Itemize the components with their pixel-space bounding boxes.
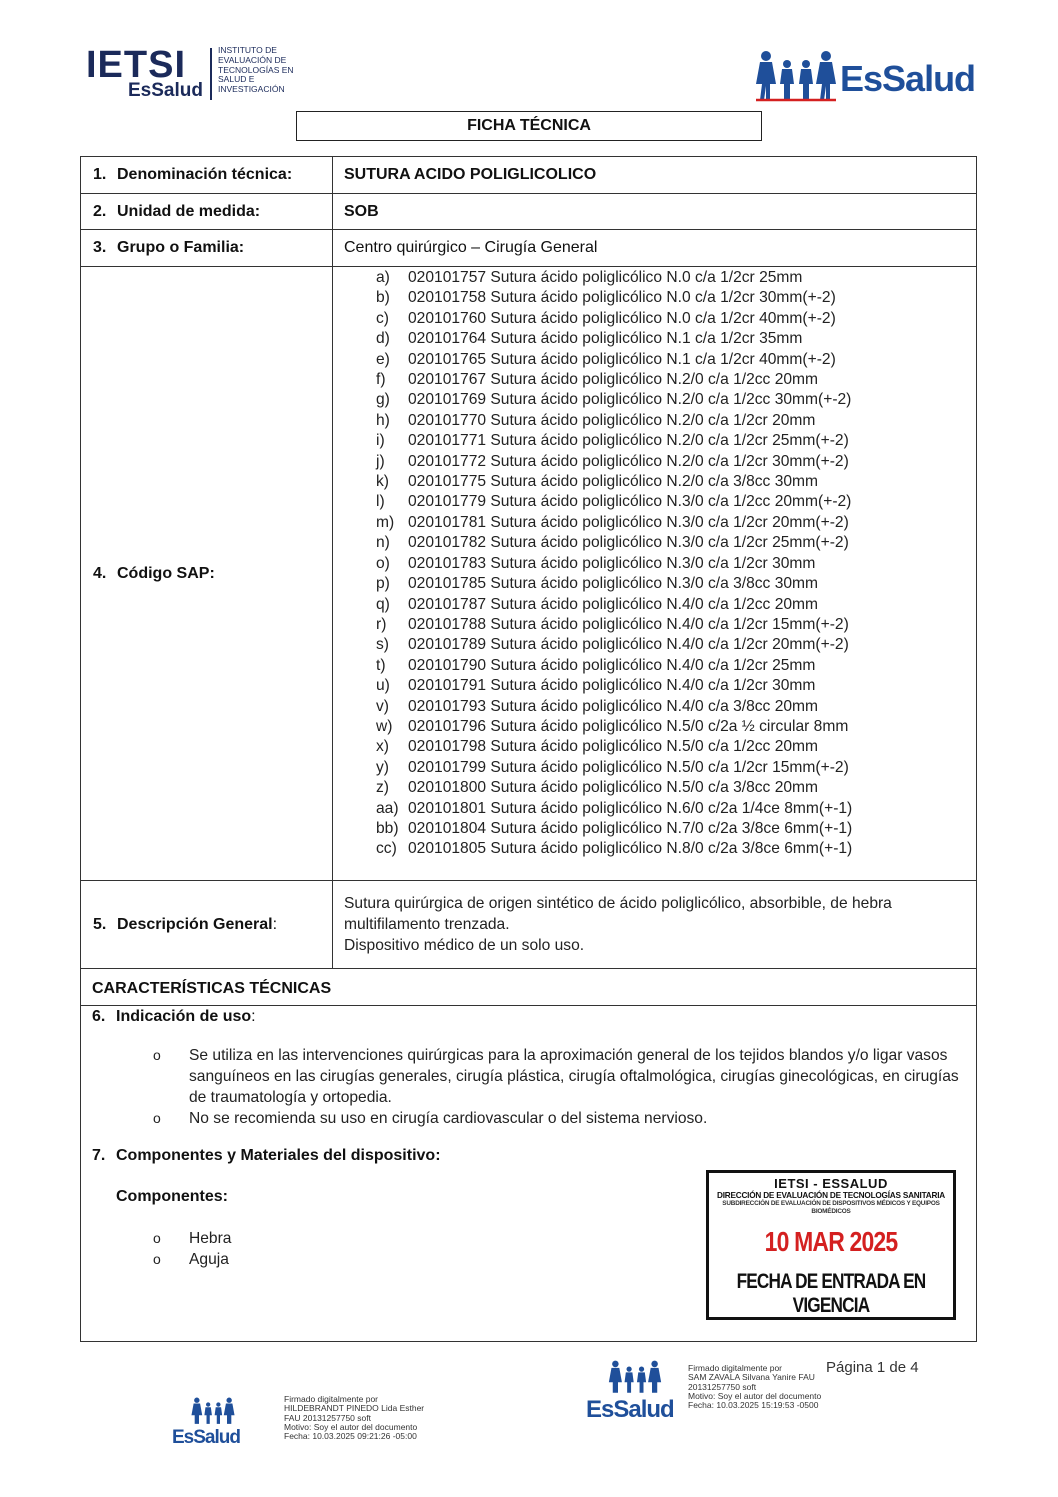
list-item: [376, 737, 852, 757]
list-item: [376, 411, 852, 431]
section-number: 6.: [92, 1008, 106, 1025]
list-item: [376, 676, 852, 696]
section-indicacion-title: [92, 1008, 256, 1026]
grupo-value: Centro quirúrgico – Cirugía General: [344, 239, 598, 256]
descripcion-line: Sutura quirúrgica de origen sintético de ácido poliglicólico, absorbible, de hebra multifilamento trenzada.: [344, 895, 892, 933]
list-item: [376, 309, 852, 329]
list-item: [376, 799, 852, 819]
row-number: 2.: [93, 202, 107, 220]
list-item: [376, 574, 852, 594]
list-item: [376, 839, 852, 859]
list-item-text: 020101801 Sutura ácido poliglicólico N.6/0 c/2a 1/4ce 8mm(+-1): [408, 799, 853, 817]
signature-line: Motivo: Soy el autor del documento: [284, 1421, 418, 1432]
list-item-letter: c): [376, 309, 389, 327]
list-item-text: 020101765 Sutura ácido poliglicólico N.1 c/a 1/2cr 40mm(+-2): [408, 350, 836, 368]
list-item-letter: y): [376, 758, 389, 776]
row-label: [81, 881, 333, 968]
list-item-text: 020101760 Sutura ácido poliglicólico N.0 c/a 1/2cr 40mm(+-2): [408, 309, 836, 327]
list-item-letter: p): [376, 575, 390, 593]
list-item: [376, 431, 852, 451]
signature-line: 20131257750 soft: [688, 1381, 757, 1392]
stamp-caption: FECHA DE ENTRADA EN VIGENCIA: [736, 1270, 926, 1317]
table-row-unidad: [81, 194, 976, 230]
validity-stamp: [706, 1170, 956, 1320]
list-item-text: No se recomienda su uso en cirugía cardiovascular o del sistema nervioso.: [189, 1110, 708, 1127]
list-item-text: 020101767 Sutura ácido poliglicólico N.2/0 c/a 1/2cc 20mm: [408, 371, 819, 389]
list-item: [376, 268, 852, 288]
list-item: [376, 717, 852, 737]
list-item: [376, 554, 852, 574]
signature-left: [284, 1395, 424, 1441]
list-item-text: 020101764 Sutura ácido poliglicólico N.1 c/a 1/2cr 35mm: [408, 330, 803, 348]
list-item-text: 020101758 Sutura ácido poliglicólico N.0 c/a 1/2cr 30mm(+-2): [408, 289, 836, 307]
list-item: [153, 1228, 453, 1249]
row-label-colon: :: [272, 915, 278, 933]
list-item-letter: z): [376, 779, 389, 797]
list-item-text: 020101772 Sutura ácido poliglicólico N.2/0 c/a 1/2cr 30mm(+-2): [408, 452, 849, 470]
list-item-text: 020101770 Sutura ácido poliglicólico N.2/0 c/a 1/2cr 20mm: [408, 411, 816, 429]
list-item-letter: d): [376, 330, 390, 348]
row-number: 4.: [93, 564, 107, 582]
list-item: [376, 350, 852, 370]
bullet-icon: o: [153, 1047, 161, 1063]
section-title-colon: :: [251, 1008, 256, 1025]
list-item-letter: k): [376, 473, 389, 491]
list-item-letter: f): [376, 371, 386, 389]
list-item-text: 020101800 Sutura ácido poliglicólico N.5/0 c/a 3/8cc 20mm: [408, 779, 819, 797]
descripcion-text: [344, 893, 968, 956]
list-item-text: 020101769 Sutura ácido poliglicólico N.2/0 c/a 1/2cc 30mm(+-2): [408, 391, 852, 409]
ietsi-logo-divider: [210, 48, 212, 100]
spec-table: [80, 156, 977, 1342]
row-number: 5.: [93, 915, 107, 933]
row-label-text: Grupo o Familia:: [117, 239, 245, 256]
list-item-text: 020101789 Sutura ácido poliglicólico N.4/0 c/a 1/2cr 20mm(+-2): [408, 636, 849, 654]
section-title-text: Indicación de uso: [116, 1008, 252, 1025]
list-item-text: 020101787 Sutura ácido poliglicólico N.4/0 c/a 1/2cc 20mm: [408, 595, 819, 613]
row-label: [81, 230, 333, 266]
signature-line: FAU 20131257750 soft: [284, 1412, 371, 1423]
row-label-text: Unidad de medida:: [117, 202, 261, 220]
list-item-text: 020101788 Sutura ácido poliglicólico N.4/0 c/a 1/2cr 15mm(+-2): [408, 615, 849, 633]
list-item-text: 020101771 Sutura ácido poliglicólico N.2/0 c/a 1/2cr 25mm(+-2): [408, 432, 849, 450]
caracteristicas-heading: CARACTERÍSTICAS TÉCNICAS: [92, 980, 332, 997]
list-item-letter: t): [376, 656, 386, 674]
list-item: [376, 533, 852, 553]
section-componentes-title: [92, 1147, 441, 1165]
list-item-letter: w): [376, 717, 393, 735]
list-item-letter: cc): [376, 840, 397, 858]
section-number: 7.: [92, 1147, 106, 1164]
ietsi-logo: [86, 44, 316, 104]
list-item-letter: i): [376, 432, 385, 450]
list-item-letter: u): [376, 677, 390, 695]
descripcion-line: Dispositivo médico de un solo uso.: [344, 937, 585, 954]
list-item: [376, 595, 852, 615]
codigo-sap-cell: [334, 267, 976, 880]
descripcion-cell: [334, 881, 976, 968]
list-item: [376, 472, 852, 492]
footer-logo-left: [172, 1397, 252, 1449]
list-item-letter: b): [376, 289, 390, 307]
list-item-letter: v): [376, 697, 389, 715]
list-item: [376, 329, 852, 349]
list-item-letter: g): [376, 391, 390, 409]
unidad-value: SOB: [344, 202, 379, 220]
list-item: [376, 758, 852, 778]
row-label-text: Descripción General: [117, 915, 273, 933]
list-item-text: 020101804 Sutura ácido poliglicólico N.7/0 c/2a 3/8ce 6mm(+-1): [408, 819, 853, 837]
list-item-letter: bb): [376, 819, 399, 837]
essalud-figures-icon: [178, 1397, 248, 1425]
section-title-text: Componentes y Materiales del dispositivo:: [116, 1147, 441, 1164]
list-item-text: 020101791 Sutura ácido poliglicólico N.4/0 c/a 1/2cr 30mm: [408, 677, 816, 695]
list-item: [376, 697, 852, 717]
list-item-letter: h): [376, 411, 390, 429]
page-number: Página 1 de 4: [826, 1359, 919, 1376]
list-item-text: Aguja: [189, 1251, 229, 1268]
row-number: 3.: [93, 239, 107, 256]
table-row-codigo-sap: [81, 267, 976, 881]
list-item-letter: q): [376, 595, 390, 613]
componentes-list: [153, 1228, 453, 1270]
list-item: [376, 819, 852, 839]
list-item-text: 020101782 Sutura ácido poliglicólico N.3/0 c/a 1/2cr 25mm(+-2): [408, 534, 849, 552]
signature-line: HILDEBRANDT PINEDO Lida Esther: [284, 1403, 425, 1414]
row-label: [81, 267, 333, 880]
signature-line: Fecha: 10.03.2025 09:21:26 -05:00: [284, 1431, 417, 1442]
stamp-date: 10 MAR 2025: [764, 1226, 898, 1257]
table-row-descripcion: [81, 881, 976, 969]
list-item-text: 020101796 Sutura ácido poliglicólico N.5/0 c/2a ½ circular 8mm: [408, 717, 849, 735]
footer-logo-text: EsSalud: [586, 1396, 674, 1423]
signature-line: Fecha: 10.03.2025 15:19:53 -0500: [688, 1400, 819, 1411]
list-item-letter: o): [376, 554, 390, 572]
denominacion-value: SUTURA ACIDO POLIGLICOLICO: [344, 166, 597, 183]
row-label-text: Denominación técnica:: [117, 166, 293, 183]
table-row-grupo: [81, 230, 976, 267]
list-item: [153, 1108, 973, 1129]
list-item: [376, 452, 852, 472]
essalud-figures-icon: [754, 50, 838, 102]
row-label-text: Código SAP:: [117, 564, 215, 582]
footer-logo-text: EsSalud: [172, 1427, 240, 1448]
stamp-direction: DIRECCIÓN DE EVALUACIÓN DE TECNOLOGÍAS SANITARIA: [717, 1191, 945, 1200]
bullet-icon: o: [153, 1110, 161, 1126]
row-label: [81, 194, 333, 229]
ietsi-logo-name: IETSI: [86, 44, 187, 86]
list-item-text: 020101757 Sutura ácido poliglicólico N.0 c/a 1/2cr 25mm: [408, 269, 803, 286]
essalud-logo-text: EsSalud: [840, 58, 976, 99]
list-item: [376, 288, 852, 308]
codigo-sap-list: [376, 268, 852, 860]
ietsi-logo-sub: EsSalud: [128, 80, 203, 101]
list-item-text: 020101785 Sutura ácido poliglicólico N.3/0 c/a 3/8cc 30mm: [408, 575, 819, 593]
stamp-subdirection: SUBDIRECCIÓN DE EVALUACIÓN DE DISPOSITIVOS MÉDICOS Y EQUIPOS BIOMÉDICOS: [722, 1200, 940, 1215]
list-item: [376, 513, 852, 533]
list-item-letter: j): [376, 452, 385, 470]
list-item-text: 020101790 Sutura ácido poliglicólico N.4/0 c/a 1/2cr 25mm: [408, 656, 816, 674]
list-item: [153, 1249, 453, 1270]
signature-line: SAM ZAVALA Silvana Yanire FAU: [688, 1372, 815, 1383]
bullet-icon: o: [153, 1230, 161, 1246]
list-item: [376, 778, 852, 798]
list-item-text: 020101781 Sutura ácido poliglicólico N.3/0 c/a 1/2cr 20mm(+-2): [408, 513, 849, 531]
list-item-letter: s): [376, 636, 389, 654]
list-item-text: 020101793 Sutura ácido poliglicólico N.4/0 c/a 3/8cc 20mm: [408, 697, 819, 715]
list-item-text: Hebra: [189, 1230, 232, 1247]
signature-line: Firmado digitalmente por: [284, 1394, 379, 1404]
signature-line: Firmado digitalmente por: [688, 1363, 783, 1373]
row-number: 1.: [93, 166, 107, 183]
componentes-subtitle: Componentes:: [116, 1188, 228, 1205]
ietsi-logo-institute: INSTITUTO DE EVALUACIÓN DE TECNOLOGÍAS EN SALUD E INVESTIGACIÓN: [218, 45, 294, 95]
list-item: [376, 635, 852, 655]
list-item-letter: n): [376, 534, 390, 552]
list-item-letter: r): [376, 615, 387, 633]
indicacion-list: [153, 1045, 973, 1129]
list-item-letter: aa): [376, 799, 399, 817]
list-item: [153, 1045, 973, 1108]
list-item: [376, 615, 852, 635]
essalud-figures-icon: [593, 1360, 677, 1394]
page-title: FICHA TÉCNICA: [296, 111, 762, 141]
footer-logo-right: [586, 1360, 684, 1424]
signature-right: [688, 1364, 821, 1410]
list-item-text: 020101775 Sutura ácido poliglicólico N.2/0 c/a 3/8cc 30mm: [408, 473, 819, 491]
list-item: [376, 370, 852, 390]
list-item-letter: x): [376, 738, 389, 756]
list-item: [376, 390, 852, 410]
essalud-logo: [754, 50, 984, 102]
list-item-text: 020101799 Sutura ácido poliglicólico N.5/0 c/a 1/2cr 15mm(+-2): [408, 758, 849, 776]
list-item: [376, 492, 852, 512]
list-item-letter: a): [376, 269, 390, 286]
row-label: [81, 157, 333, 193]
list-item-text: 020101798 Sutura ácido poliglicólico N.5/0 c/a 1/2cc 20mm: [408, 738, 819, 756]
list-item: [376, 656, 852, 676]
signature-line: Motivo: Soy el autor del documento: [688, 1390, 822, 1401]
list-item-letter: e): [376, 350, 390, 368]
list-item-text: 020101783 Sutura ácido poliglicólico N.3/0 c/a 1/2cr 30mm: [408, 554, 816, 572]
list-item-text: 020101805 Sutura ácido poliglicólico N.8/0 c/2a 3/8ce 6mm(+-1): [408, 840, 853, 858]
table-row-denominacion: [81, 157, 976, 194]
bullet-icon: o: [153, 1251, 161, 1267]
table-row-caracteristicas: [81, 969, 976, 1006]
list-item-text: Se utiliza en las intervenciones quirúrgicas para la aproximación general de los tejidos blandos y/o ligar vasos sanguíneos en las cirugías generales, cirugía plástica, cirugía oftalmológica, cirugías ginecológicas, en cirugías de traumatología y ortopedia.: [189, 1047, 959, 1106]
list-item-letter: l): [376, 493, 385, 511]
stamp-org: IETSI - ESSALUD: [774, 1176, 888, 1191]
list-item-text: 020101779 Sutura ácido poliglicólico N.3/0 c/a 1/2cc 20mm(+-2): [408, 493, 852, 511]
list-item-letter: m): [376, 513, 395, 531]
